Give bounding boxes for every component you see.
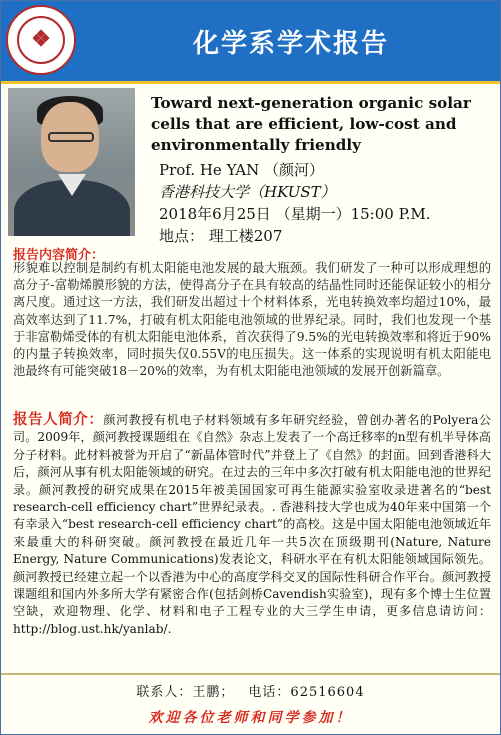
abstract-heading: 报告内容简介：: [13, 248, 105, 263]
contact-line: [1, 681, 500, 700]
talk-venue: 地点： 理工楼207: [159, 227, 283, 245]
footer-divider: [1, 673, 500, 675]
seal-inner-ring: [17, 16, 65, 64]
talk-datetime: 2018年6月25日 （星期一）15:00 P.M.: [159, 205, 431, 223]
welcome-message: 欢迎各位老师和同学参加！: [148, 710, 353, 726]
abstract-body: 形貌难以控制是制约有机太阳能电池发展的最大瓶颈。我们研发了一种可以形成理想的高分子-富勒烯膜形貌的方法，使得高分子在具有较高的结晶性同时还能保证较小的相分离尺度。通过这一方法，我们研发出超过十个材料体系，光电转换效率均超过10%，最高效率达到了11.7%，打破有机太阳能电池领域的世界纪录。同时，我们也发现一个基于非富勒烯受体的有机太阳能电池体系，首次获得了9.5%的光电转换效率和将近于90%的内量子转换效率，同时损失仅0.55V的电压损失。这一体系的实现说明有机太阳能电池最终有可能突破18－20%的效率，为有机太阳能电池领域的发展开创新篇章。: [13, 261, 491, 379]
bio-body: 颜河教授有机电子材料领域有多年研究经验，曾创办著名的Polyera公司。2009年，颜河教授课题组在《自然》杂志上发表了一个高迁移率的n型有机半导体高分子材料。此材料被誉为开启了“新晶体管时代”并登上了《自然》的封面。回到香港科大后，颜河从事有机太阳能领域的研究。在过去的三年中多次打破有机太阳能电池的世界纪录。颜河教授的研究成果在2015年被美国国家可再生能源实验室收录进著名的“best research-cell efficiency chart”世界纪录表。. 香港科技大学也成为40年来中国第一个有幸录入“best research-cell efficiency chart”的高校。这是中国太阳能电池领域近年来最重大的科研突破。颜河教授在最近几年一共5次在顶级期刊(Nature, Nature Energy, Nature Communications)发表论文，科研水平在有机太阳能领域国际领先。颜河教授已经建立起一个以香港为中心的高度学科交叉的国际性科研合作平台。颜河教授课题组和国内外多所大学有紧密合作(包括剑桥Cavendish实验室)，现有多个博士生位置空缺，欢迎物理、化学、材料和电子工程专业的大三学生申请，更多信息请访问：http://blog.ust.hk/yanlab/.: [13, 413, 492, 636]
speaker-photo: [8, 88, 135, 236]
university-seal-icon: [6, 5, 76, 75]
speaker-affiliation: 香港科技大学（HKUST）: [159, 183, 336, 201]
page-title: 化学系学术报告: [192, 29, 389, 59]
bio-heading: 报告人简介：: [13, 411, 104, 428]
contact-phone: 电话：62516604: [248, 685, 365, 700]
seal-emblem-icon: ❖: [31, 26, 51, 52]
contact-person: 联系人：王鹏；: [136, 685, 235, 700]
talk-title: Toward next-generation organic solar cells that are efficient, low-cost and environmentally friendly: [151, 94, 471, 154]
bio-section: [13, 411, 491, 638]
speaker-name: Prof. He YAN （颜河）: [159, 161, 325, 179]
header-banner: [1, 1, 500, 84]
photo-glasses: [48, 132, 94, 142]
